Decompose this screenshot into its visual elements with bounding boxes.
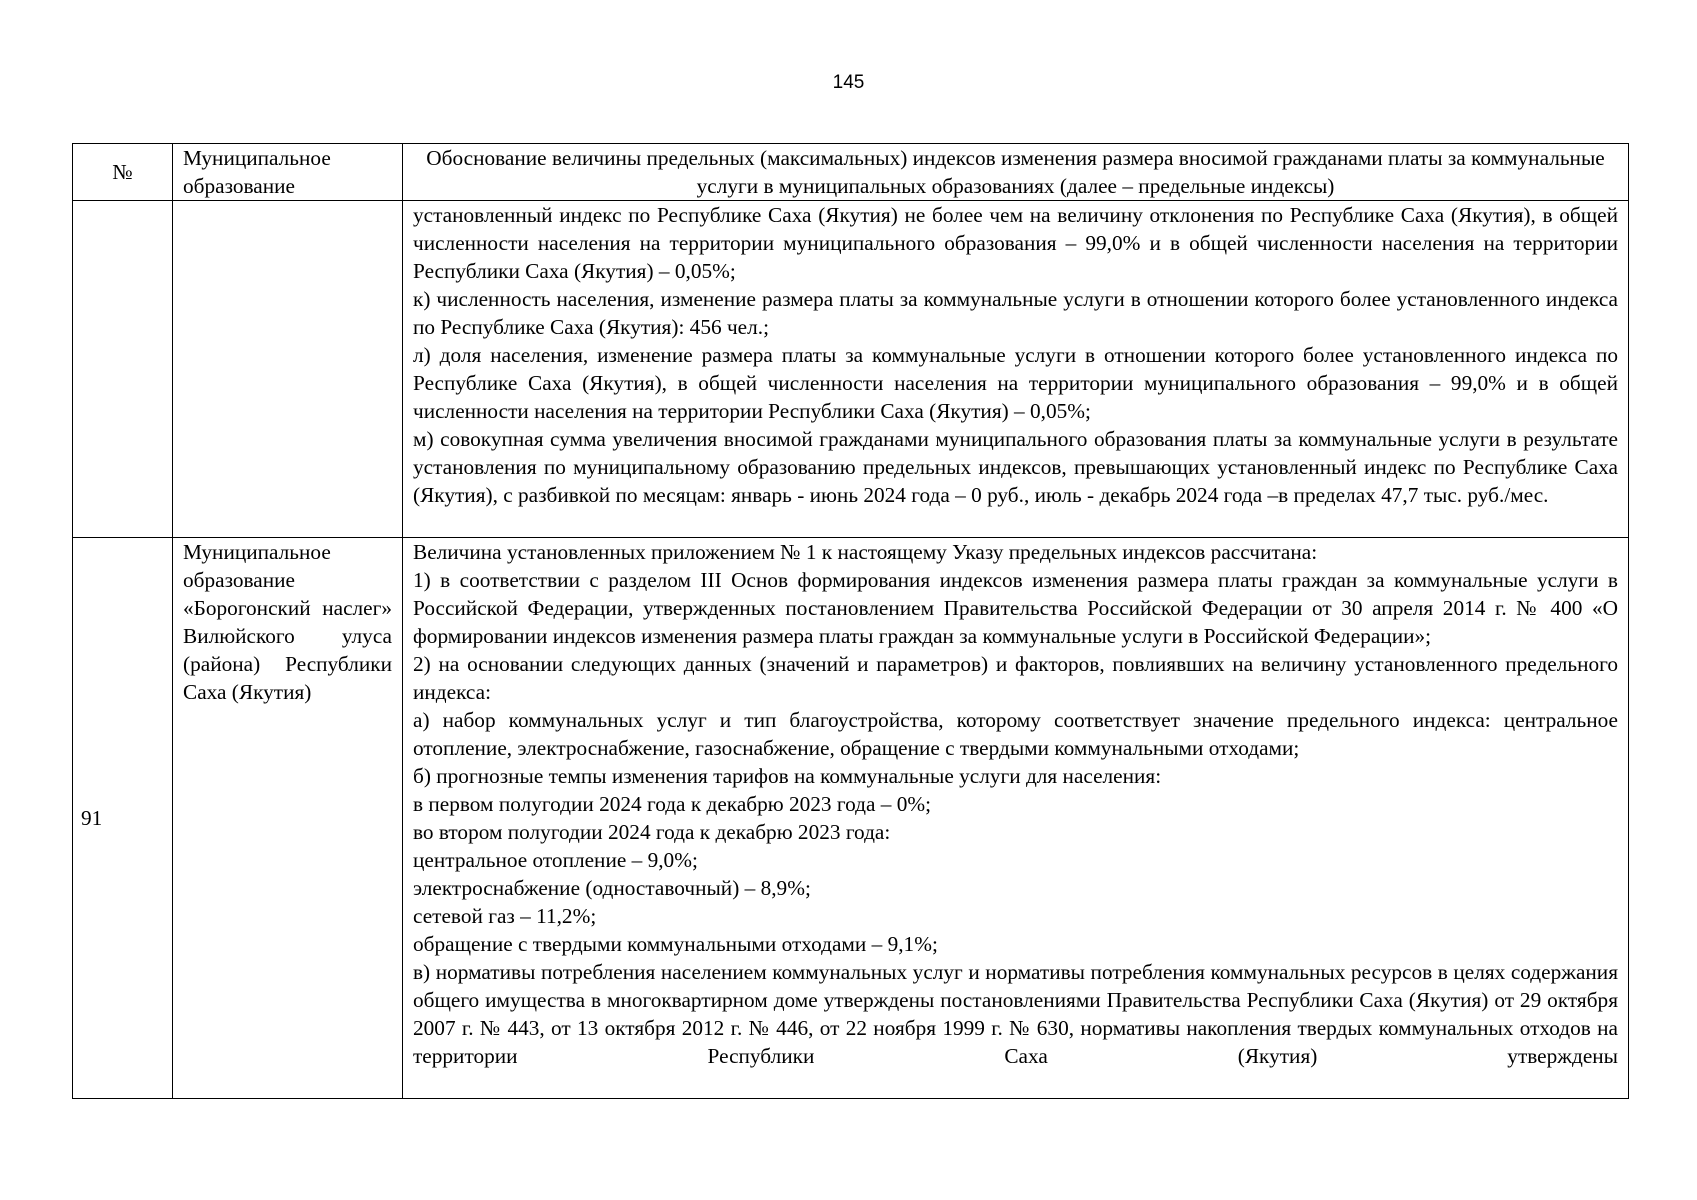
paragraph: б) прогнозные темпы изменения тарифов на коммунальные услуги для населения: <box>413 764 1162 788</box>
row-municipality: Муниципальное образование «Борогонский наслег» Вилюйского улуса (района) Республики Саха (Якутия) <box>173 538 403 1099</box>
header-justification: Обоснование величины предельных (максимальных) индексов изменения размера вносимой гражданами платы за коммунальные услуги в муниципальных образованиях (далее – предельные индексы) <box>403 144 1629 201</box>
row-justification <box>403 538 1629 1099</box>
paragraph: установленный индекс по Республике Саха (Якутия) не более чем на величину отклонения по Республике Саха (Якутия), в общей численности населения на территории муниципального образования – 99,0% и в общей численности населения на территории Республики Саха (Якутия) – 0,05%; <box>413 203 1618 283</box>
header-municipality: Муниципальное образование <box>173 144 403 201</box>
row-number: 91 <box>73 538 173 1099</box>
paragraph: в первом полугодии 2024 года к декабрю 2023 года – 0%; <box>413 792 932 816</box>
page-number: 145 <box>832 72 865 93</box>
indices-table <box>72 143 1629 1099</box>
paragraph: л) доля населения, изменение размера платы за коммунальные услуги в отношении которого более установленного индекса по Республике Саха (Якутия), в общей численности населения на территории муниципального образования – 99,0% и в общей численности населения на территории Республики Саха (Якутия) – 0,05%; <box>413 343 1618 423</box>
table-row <box>73 201 1629 538</box>
row-justification <box>403 201 1629 538</box>
paragraph: в) нормативы потребления населением коммунальных услуг и нормативы потребления коммунальных ресурсов в целях содержания общего имущества в многоквартирном доме утверждены постановлениями Правительства Республики Саха (Якутия) от 29 октября 2007 г. № 443, от 13 октября 2012 г. № 446, от 22 ноября 1999 г. № 630, нормативы накопления твердых коммунальных отходов на территории Республики Саха (Якутия) утверждены <box>413 960 1618 1068</box>
paragraph: м) совокупная сумма увеличения вносимой гражданами муниципального образования платы за коммунальные услуги в результате установления по муниципальному образованию предельных индексов, превышающих установленный индекс по Республике Саха (Якутия), с разбивкой по месяцам: январь - июнь 2024 года – 0 руб., июль - декабрь 2024 года –в пределах 47,7 тыс. руб./мес. <box>413 427 1618 507</box>
table-header-row <box>73 144 1629 201</box>
row-municipality <box>173 201 403 538</box>
paragraph: к) численность населения, изменение размера платы за коммунальные услуги в отношении которого более установленного индекса по Республике Саха (Якутия): 456 чел.; <box>413 287 1618 339</box>
paragraph: 1) в соответствии с разделом III Основ формирования индексов изменения размера платы граждан за коммунальные услуги в Российской Федерации, утвержденных постановлением Правительства Российской Федерации от 30 апреля 2014 г. № 400 «О формировании индексов изменения размера платы граждан за коммунальные услуги в Российской Федерации»; <box>413 568 1618 648</box>
paragraph: электроснабжение (одноставочный) – 8,9%; <box>413 876 811 900</box>
row-number <box>73 201 173 538</box>
paragraph: во втором полугодии 2024 года к декабрю 2023 года: <box>413 820 891 844</box>
header-number: № <box>73 144 173 201</box>
paragraph: Величина установленных приложением № 1 к настоящему Указу предельных индексов рассчитана: <box>413 540 1318 564</box>
paragraph: а) набор коммунальных услуг и тип благоустройства, которому соответствует значение предельного индекса: центральное отопление, электроснабжение, газоснабжение, обращение с твердыми коммунальными отходами; <box>413 708 1618 760</box>
paragraph: сетевой газ – 11,2%; <box>413 904 597 928</box>
paragraph: обращение с твердыми коммунальными отходами – 9,1%; <box>413 932 938 956</box>
paragraph: 2) на основании следующих данных (значений и параметров) и факторов, повлиявших на величину установленного предельного индекса: <box>413 652 1618 704</box>
table-row <box>73 538 1629 1099</box>
paragraph: центральное отопление – 9,0%; <box>413 848 698 872</box>
